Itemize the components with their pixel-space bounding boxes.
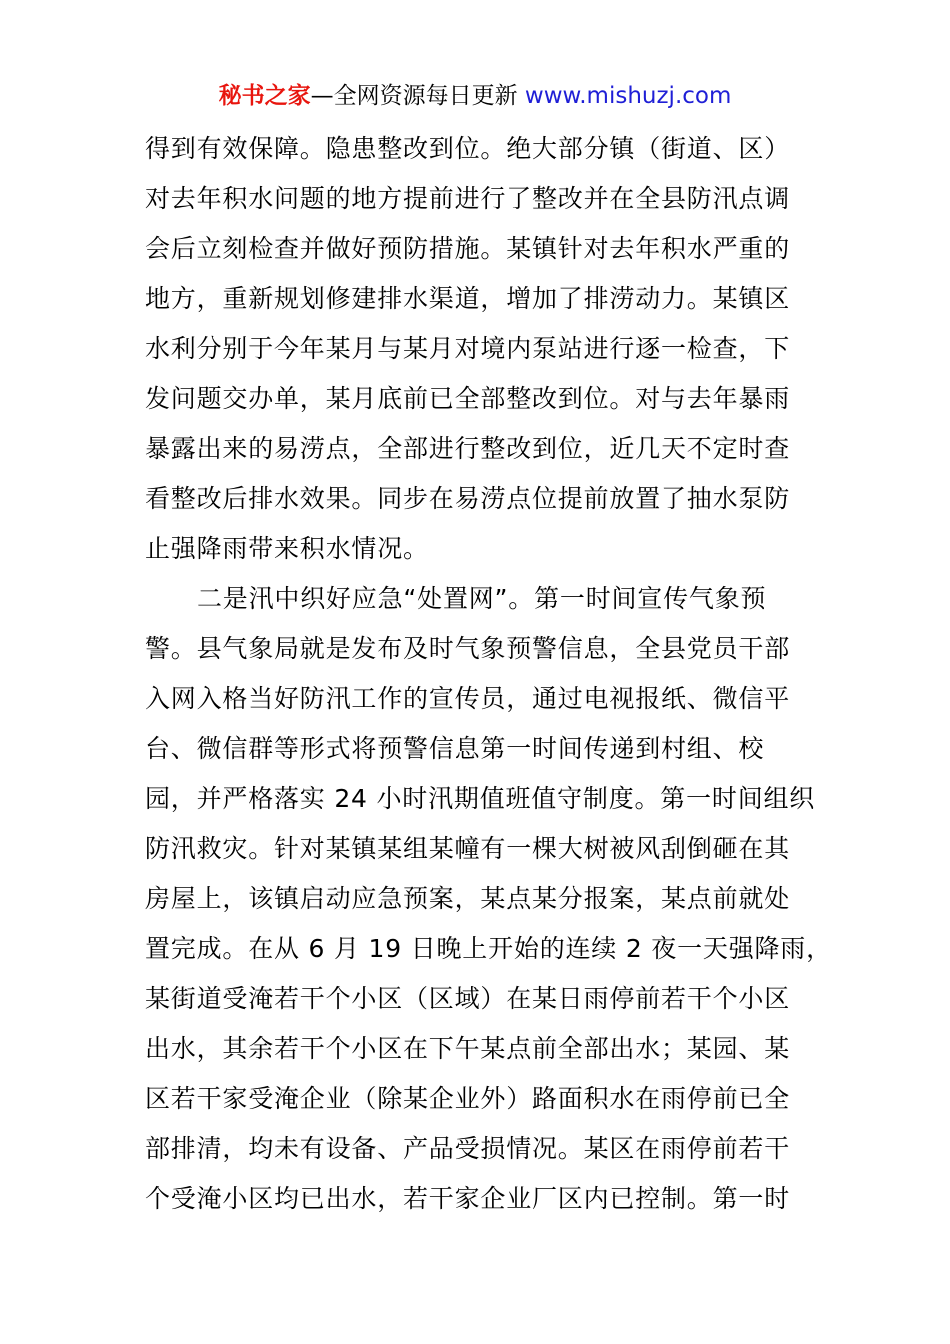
text-line: 防汛救灾。针对某镇某组某幢有一棵大树被风刮倒砸在其	[145, 834, 791, 863]
text-line: 入网入格当好防汛工作的宣传员，通过电视报纸、微信平	[145, 684, 791, 713]
text-line: 得到有效保障。隐患整改到位。绝大部分镇（街道、区）	[145, 134, 791, 163]
site-url[interactable]: www.mishuzj.com	[524, 83, 732, 109]
text-line: 暴露出来的易涝点，全部进行整改到位，近几天不定时查	[145, 434, 791, 463]
text-line: 发问题交办单，某月底前已全部整改到位。对与去年暴雨	[145, 384, 791, 413]
text-line: 地方，重新规划修建排水渠道，增加了排涝动力。某镇区	[145, 284, 791, 313]
document-body	[145, 124, 832, 1224]
paragraph-start-line: 二是汛中织好应急“处置网”。第一时间宣传气象预	[197, 584, 767, 613]
text-line: 止强降雨带来积水情况。	[145, 534, 429, 563]
text-line: 区若干家受淹企业（除某企业外）路面积水在雨停前已全	[145, 1084, 791, 1113]
text-line: 台、微信群等形式将预警信息第一时间传递到村组、校	[145, 734, 765, 763]
text-line: 个受淹小区均已出水，若干家企业厂区内已控制。第一时	[145, 1184, 791, 1213]
site-tagline: —全网资源每日更新	[310, 83, 525, 109]
text-line: 出水，其余若干个小区在下午某点前全部出水；某园、某	[145, 1034, 791, 1063]
text-line: 看整改后排水效果。同步在易涝点位提前放置了抽水泵防	[145, 484, 791, 513]
page-header	[0, 80, 950, 112]
site-brand: 秘书之家	[218, 83, 311, 109]
text-line: 房屋上，该镇启动应急预案，某点某分报案，某点前就处	[145, 884, 791, 913]
text-line: 警。县气象局就是发布及时气象预警信息，全县党员干部	[145, 634, 791, 663]
text-line: 部排清，均未有设备、产品受损情况。某区在雨停前若干	[145, 1134, 791, 1163]
text-line: 会后立刻检查并做好预防措施。某镇针对去年积水严重的	[145, 234, 791, 263]
text-line: 水利分别于今年某月与某月对境内泵站进行逐一检查，下	[145, 334, 791, 363]
text-line: 置完成。在从 6 月 19 日晚上开始的连续 2 夜一天强降雨，	[145, 934, 832, 963]
text-line: 园，并严格落实 24 小时汛期值班值守制度。第一时间组织	[145, 784, 816, 813]
text-line: 某街道受淹若干个小区（区域）在某日雨停前若干个小区	[145, 984, 791, 1013]
text-line: 对去年积水问题的地方提前进行了整改并在全县防汛点调	[145, 184, 791, 213]
